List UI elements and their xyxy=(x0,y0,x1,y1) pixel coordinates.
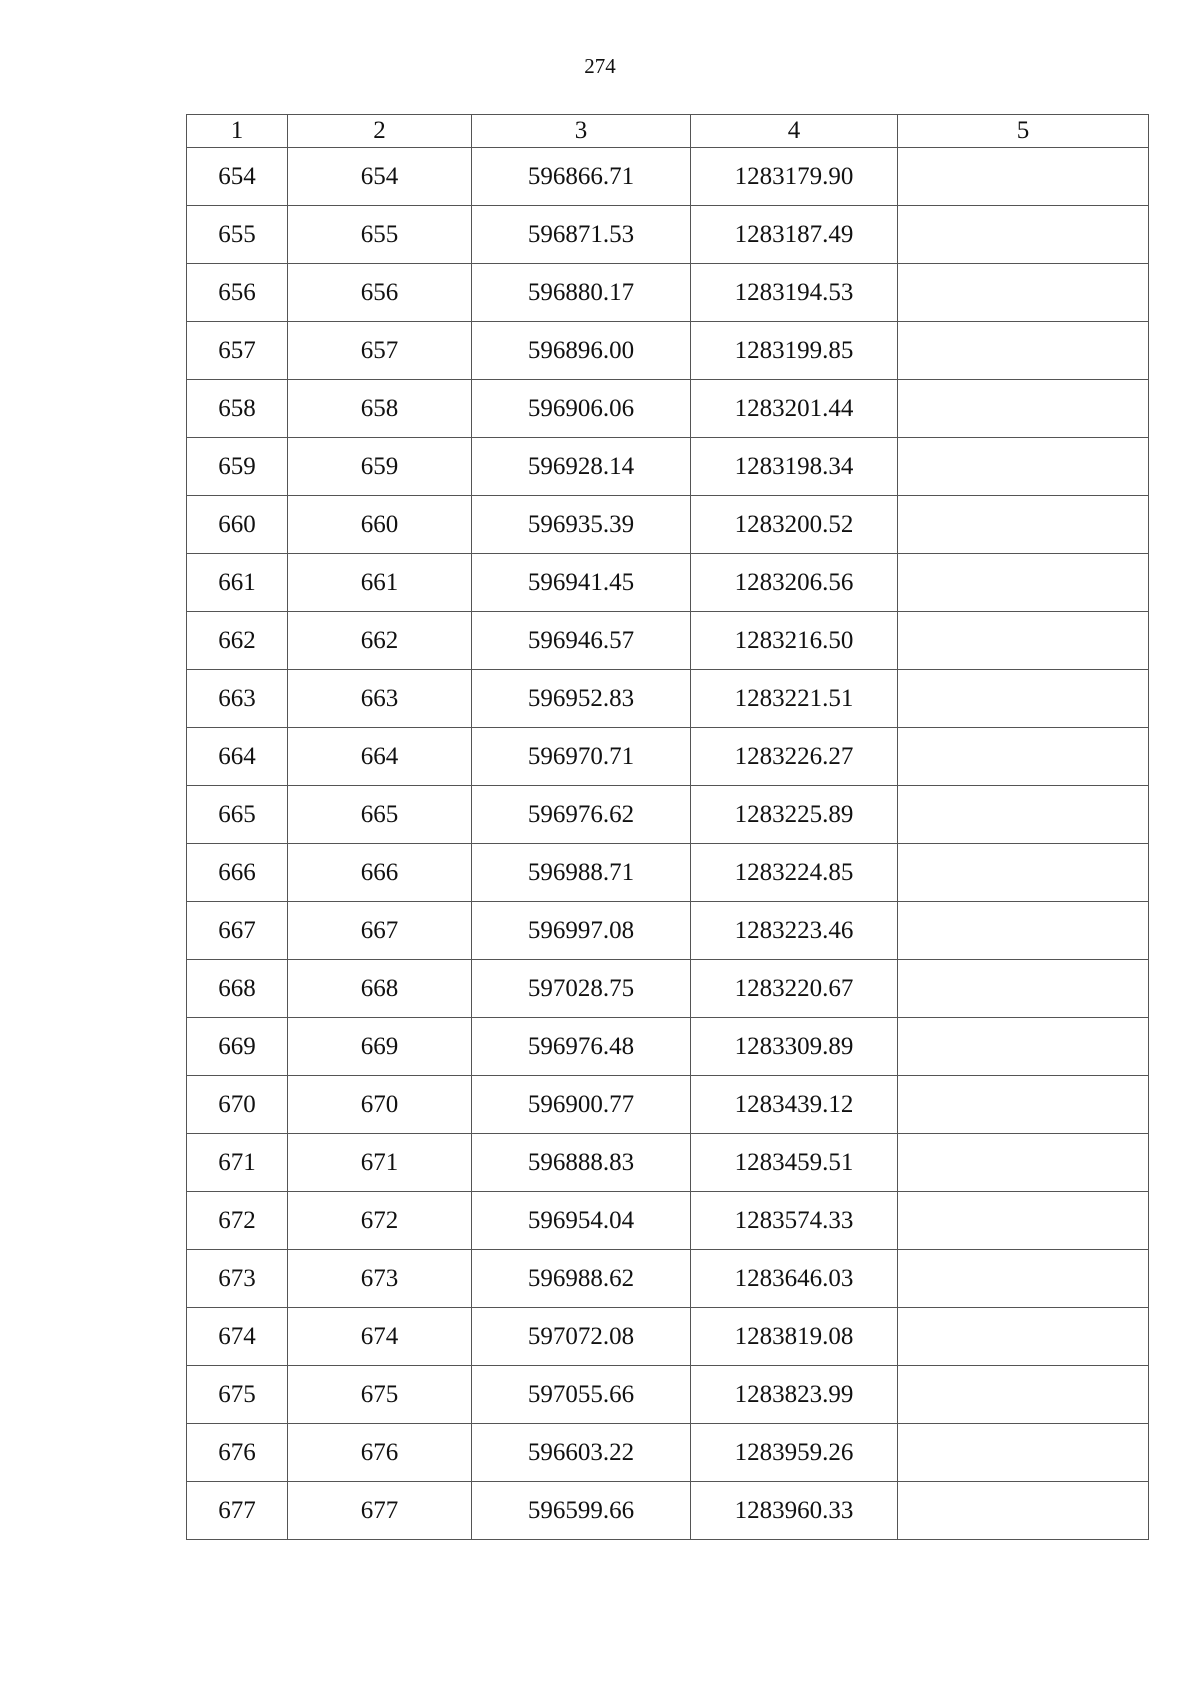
page-number: 274 xyxy=(584,54,616,78)
table-cell: 656 xyxy=(288,264,472,322)
table-row xyxy=(187,1192,1149,1250)
table-cell: 661 xyxy=(288,554,472,612)
table-row xyxy=(187,1424,1149,1482)
table-cell xyxy=(898,1424,1149,1482)
table-cell: 655 xyxy=(288,206,472,264)
table-cell xyxy=(898,902,1149,960)
table-cell: 596988.71 xyxy=(472,844,691,902)
table-row xyxy=(187,438,1149,496)
table-cell: 596603.22 xyxy=(472,1424,691,1482)
table-row xyxy=(187,728,1149,786)
table-cell: 664 xyxy=(187,728,288,786)
column-header: 2 xyxy=(288,115,472,148)
table-cell: 1283459.51 xyxy=(691,1134,898,1192)
table-cell: 1283574.33 xyxy=(691,1192,898,1250)
table-cell: 659 xyxy=(187,438,288,496)
table-cell: 657 xyxy=(288,322,472,380)
table-cell: 597028.75 xyxy=(472,960,691,1018)
table-cell: 654 xyxy=(288,148,472,206)
table-cell: 596906.06 xyxy=(472,380,691,438)
table-row xyxy=(187,1250,1149,1308)
table-cell: 1283225.89 xyxy=(691,786,898,844)
table-row xyxy=(187,322,1149,380)
table-cell: 667 xyxy=(288,902,472,960)
table-cell: 674 xyxy=(187,1308,288,1366)
table-cell: 1283194.53 xyxy=(691,264,898,322)
table-cell: 675 xyxy=(187,1366,288,1424)
table-row xyxy=(187,1482,1149,1540)
table-cell xyxy=(898,960,1149,1018)
table-cell: 670 xyxy=(288,1076,472,1134)
table-row xyxy=(187,264,1149,322)
table-cell: 596880.17 xyxy=(472,264,691,322)
table-cell: 596599.66 xyxy=(472,1482,691,1540)
table-cell: 662 xyxy=(288,612,472,670)
table-cell xyxy=(898,1308,1149,1366)
column-header: 4 xyxy=(691,115,898,148)
table-cell xyxy=(898,554,1149,612)
table-cell: 661 xyxy=(187,554,288,612)
table-cell: 676 xyxy=(288,1424,472,1482)
table-cell: 672 xyxy=(288,1192,472,1250)
table-cell: 596970.71 xyxy=(472,728,691,786)
table-cell: 659 xyxy=(288,438,472,496)
table-cell: 596941.45 xyxy=(472,554,691,612)
table-row xyxy=(187,902,1149,960)
table-row xyxy=(187,670,1149,728)
table-cell: 660 xyxy=(187,496,288,554)
table-cell xyxy=(898,1018,1149,1076)
table-cell: 662 xyxy=(187,612,288,670)
table-cell: 667 xyxy=(187,902,288,960)
table-cell: 1283226.27 xyxy=(691,728,898,786)
table-cell: 669 xyxy=(187,1018,288,1076)
table-cell: 668 xyxy=(288,960,472,1018)
column-header: 5 xyxy=(898,115,1149,148)
table-cell: 1283823.99 xyxy=(691,1366,898,1424)
table-cell: 596976.48 xyxy=(472,1018,691,1076)
table-cell: 665 xyxy=(288,786,472,844)
table-cell: 1283960.33 xyxy=(691,1482,898,1540)
table-cell: 670 xyxy=(187,1076,288,1134)
table-cell: 677 xyxy=(187,1482,288,1540)
table-cell: 596976.62 xyxy=(472,786,691,844)
table-cell xyxy=(898,844,1149,902)
table-cell: 666 xyxy=(288,844,472,902)
table-cell xyxy=(898,1192,1149,1250)
table-cell xyxy=(898,786,1149,844)
table-cell: 596888.83 xyxy=(472,1134,691,1192)
table-cell: 596935.39 xyxy=(472,496,691,554)
table-cell xyxy=(898,206,1149,264)
table-cell: 1283224.85 xyxy=(691,844,898,902)
table-cell: 1283959.26 xyxy=(691,1424,898,1482)
table-cell: 663 xyxy=(187,670,288,728)
table-row xyxy=(187,380,1149,438)
table-cell: 675 xyxy=(288,1366,472,1424)
table-cell: 1283439.12 xyxy=(691,1076,898,1134)
table-cell xyxy=(898,1250,1149,1308)
table-cell: 669 xyxy=(288,1018,472,1076)
table-cell: 657 xyxy=(187,322,288,380)
table-row xyxy=(187,1366,1149,1424)
table-cell: 1283216.50 xyxy=(691,612,898,670)
table-row xyxy=(187,844,1149,902)
coordinates-table xyxy=(186,114,1149,1540)
table-cell: 664 xyxy=(288,728,472,786)
header-row xyxy=(187,115,1149,148)
table-cell: 1283187.49 xyxy=(691,206,898,264)
table-cell: 597072.08 xyxy=(472,1308,691,1366)
table-row xyxy=(187,1134,1149,1192)
table-row xyxy=(187,960,1149,1018)
table-header xyxy=(187,115,1149,148)
table-cell xyxy=(898,1076,1149,1134)
table-cell: 658 xyxy=(288,380,472,438)
table-cell: 596896.00 xyxy=(472,322,691,380)
table-cell: 655 xyxy=(187,206,288,264)
table-cell: 1283206.56 xyxy=(691,554,898,612)
table-cell xyxy=(898,496,1149,554)
table-cell: 596952.83 xyxy=(472,670,691,728)
table-cell: 673 xyxy=(187,1250,288,1308)
table-row xyxy=(187,1018,1149,1076)
table-cell xyxy=(898,1366,1149,1424)
table-cell: 1283221.51 xyxy=(691,670,898,728)
table-cell: 1283646.03 xyxy=(691,1250,898,1308)
table-cell: 656 xyxy=(187,264,288,322)
table-cell: 658 xyxy=(187,380,288,438)
table-cell xyxy=(898,438,1149,496)
table-cell: 1283179.90 xyxy=(691,148,898,206)
table-cell: 596871.53 xyxy=(472,206,691,264)
table-cell: 673 xyxy=(288,1250,472,1308)
table-cell: 663 xyxy=(288,670,472,728)
table-row xyxy=(187,496,1149,554)
table-row xyxy=(187,554,1149,612)
table-row xyxy=(187,786,1149,844)
table-cell: 1283198.34 xyxy=(691,438,898,496)
table-cell: 1283819.08 xyxy=(691,1308,898,1366)
table-cell: 596866.71 xyxy=(472,148,691,206)
table-cell: 596954.04 xyxy=(472,1192,691,1250)
table-cell xyxy=(898,728,1149,786)
table-cell: 674 xyxy=(288,1308,472,1366)
table-row xyxy=(187,1308,1149,1366)
table-cell: 677 xyxy=(288,1482,472,1540)
table-cell: 596900.77 xyxy=(472,1076,691,1134)
table-cell: 1283201.44 xyxy=(691,380,898,438)
table-cell: 671 xyxy=(187,1134,288,1192)
table-cell: 665 xyxy=(187,786,288,844)
table-cell: 660 xyxy=(288,496,472,554)
table-cell xyxy=(898,264,1149,322)
table-cell: 596988.62 xyxy=(472,1250,691,1308)
table-row xyxy=(187,206,1149,264)
table-cell xyxy=(898,670,1149,728)
table-cell xyxy=(898,380,1149,438)
table-row xyxy=(187,1076,1149,1134)
table-cell: 1283223.46 xyxy=(691,902,898,960)
table-cell: 1283200.52 xyxy=(691,496,898,554)
table-cell: 597055.66 xyxy=(472,1366,691,1424)
table-cell: 596946.57 xyxy=(472,612,691,670)
table-cell xyxy=(898,612,1149,670)
table-cell: 1283199.85 xyxy=(691,322,898,380)
table-cell xyxy=(898,148,1149,206)
table-body xyxy=(187,148,1149,1540)
table-cell: 666 xyxy=(187,844,288,902)
table-cell xyxy=(898,1134,1149,1192)
table-cell: 654 xyxy=(187,148,288,206)
table-cell: 1283309.89 xyxy=(691,1018,898,1076)
table-cell xyxy=(898,322,1149,380)
table-cell: 668 xyxy=(187,960,288,1018)
table-cell xyxy=(898,1482,1149,1540)
table-row xyxy=(187,612,1149,670)
table-cell: 676 xyxy=(187,1424,288,1482)
table-cell: 671 xyxy=(288,1134,472,1192)
table-row xyxy=(187,148,1149,206)
column-header: 1 xyxy=(187,115,288,148)
table-cell: 1283220.67 xyxy=(691,960,898,1018)
table-cell: 596928.14 xyxy=(472,438,691,496)
table-cell: 596997.08 xyxy=(472,902,691,960)
table-cell: 672 xyxy=(187,1192,288,1250)
column-header: 3 xyxy=(472,115,691,148)
